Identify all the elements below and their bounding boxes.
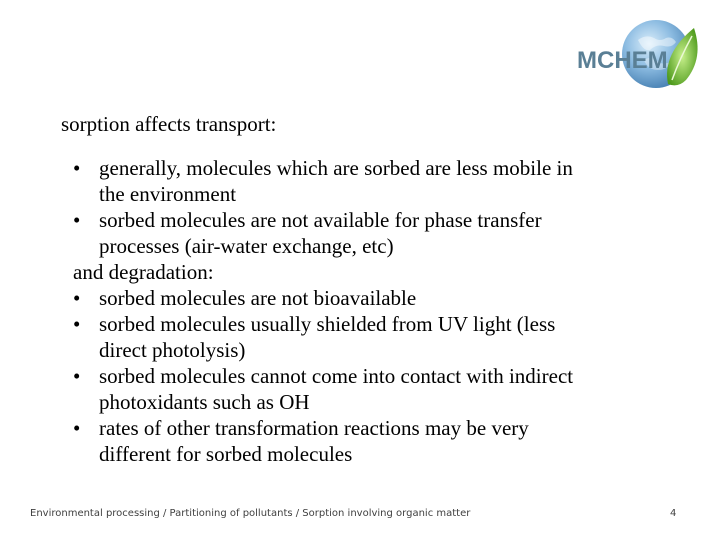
bullet-item bbox=[73, 207, 673, 233]
bullet-icon: • bbox=[73, 364, 81, 388]
bullet-continuation: the environment bbox=[99, 182, 237, 206]
bullet-icon: • bbox=[73, 156, 81, 180]
bullet-text: sorbed molecules are not available for phase transfer bbox=[99, 208, 542, 232]
bullet-icon: • bbox=[73, 312, 81, 336]
bullet-icon: • bbox=[73, 208, 81, 232]
bullet-item bbox=[73, 415, 673, 441]
bullet-item bbox=[73, 155, 673, 181]
bullet-text: rates of other transformation reactions may be very bbox=[99, 416, 529, 440]
page-number: 4 bbox=[670, 508, 677, 519]
slide-body bbox=[73, 155, 673, 467]
bullet-continuation: different for sorbed molecules bbox=[99, 442, 353, 466]
bullet-text: sorbed molecules are not bioavailable bbox=[99, 286, 417, 310]
plain-line: and degradation: bbox=[73, 260, 214, 284]
bullet-continuation: direct photolysis) bbox=[99, 338, 246, 362]
slide-heading: sorption affects transport: bbox=[61, 112, 277, 136]
logo-text: MCHEM bbox=[577, 47, 668, 74]
bullet-item bbox=[73, 363, 673, 389]
bullet-icon: • bbox=[73, 416, 81, 440]
bullet-text: sorbed molecules usually shielded from UV light (less bbox=[99, 312, 556, 336]
bullet-text: generally, molecules which are sorbed are less mobile in bbox=[99, 156, 573, 180]
bullet-continuation: photoxidants such as OH bbox=[99, 390, 310, 414]
bullet-item bbox=[73, 285, 673, 311]
bullet-text: sorbed molecules cannot come into contact with indirect bbox=[99, 364, 574, 388]
bullet-item bbox=[73, 311, 673, 337]
bullet-icon: • bbox=[73, 286, 81, 310]
footer-text: Environmental processing / Partitioning of pollutants / Sorption involving organic matter bbox=[30, 508, 471, 519]
mchem-logo bbox=[572, 14, 708, 98]
bullet-continuation: processes (air-water exchange, etc) bbox=[99, 234, 394, 258]
